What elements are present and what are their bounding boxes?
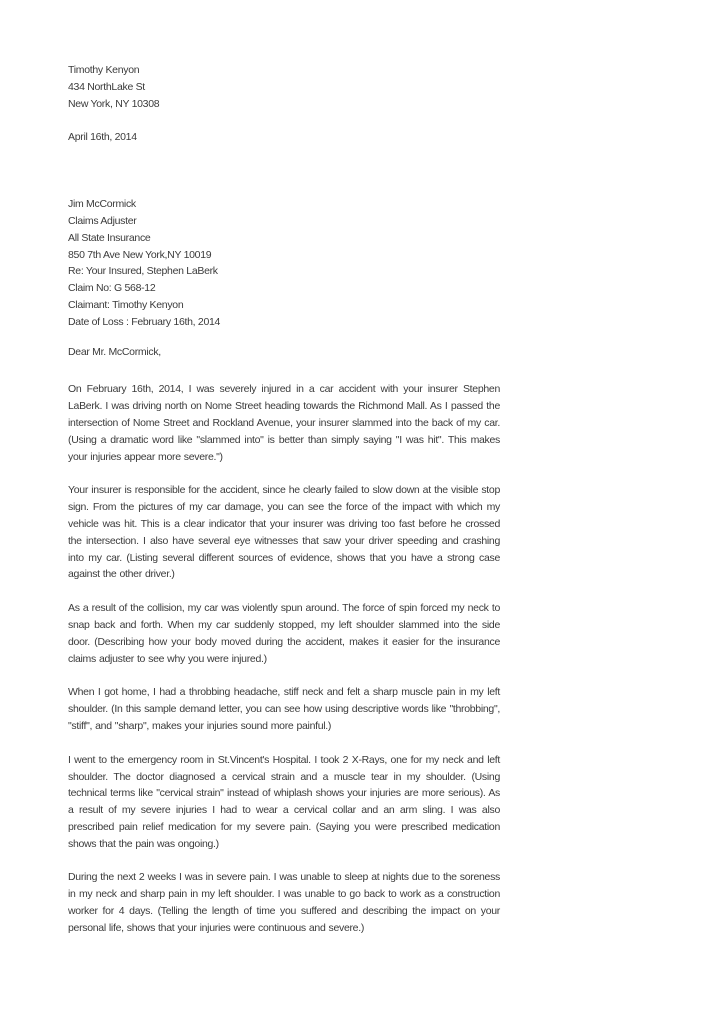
- recipient-address: 850 7th Ave New York,NY 10019: [68, 248, 212, 261]
- paragraph-symptoms: When I got home, I had a throbbing headache, stiff neck and felt a sharp muscle pain in my left shoulder. (In this sample demand letter, you can see how using descriptive words like "throbbing", "stiff", and "sharp", makes your injuries sound more painful.): [68, 686, 500, 732]
- claim-number-line: Claim No: G 568-12: [68, 282, 156, 295]
- recipient-title: Claims Adjuster: [68, 214, 137, 227]
- salutation: Dear Mr. McCormick,: [68, 345, 161, 358]
- recipient-address-block: [68, 196, 500, 330]
- letter-date: April 16th, 2014: [68, 131, 137, 144]
- sender-address-block: [68, 62, 500, 112]
- paragraph-liability: Your insurer is responsible for the accident, since he clearly failed to slow down at the visible stop sign. From the pictures of my car damage, you can see the force of the impact with which my vehicle was hit. This is a clear indicator that your insurer was driving too fast before he crossed the intersection. I also have several eye witnesses that saw your driver speeding and crashing into my car. (Listing several different sources of evidence, shows that you have a strong case against the other driver.): [68, 484, 500, 581]
- paragraph-recovery-impact: During the next 2 weeks I was in severe pain. I was unable to sleep at nights due to the soreness in my neck and sharp pain in my left shoulder. I was unable to go back to work as a construction worker for 4 days. (Telling the length of time you suffered and describing the impact on your personal life, shows that your injuries were continuous and severe.): [68, 871, 500, 934]
- paragraph-collision-effects: As a result of the collision, my car was violently spun around. The force of spin forced my neck to snap back and forth. When my car suddenly stopped, my left shoulder slammed into the side door. (Describing how your body moved during the accident, makes it easier for the insurance claims adjuster to see why you were injured.): [68, 602, 500, 665]
- claimant-line: Claimant: Timothy Kenyon: [68, 298, 184, 311]
- sender-city-state-zip: New York, NY 10308: [68, 97, 160, 110]
- date-of-loss-line: Date of Loss : February 16th, 2014: [68, 315, 221, 328]
- letter-body: [68, 62, 500, 937]
- paragraph-accident-description: On February 16th, 2014, I was severely injured in a car accident with your insurer Stephen LaBerk. I was driving north on Nome Street heading towards the Richmond Mall. As I passed the intersection of Nome Street and Rockland Avenue, your insurer slammed into the back of my car. (Using a dramatic word like "slammed into" is better than simply saying "I was hit". This makes your injuries appear more severe."): [68, 383, 500, 463]
- paragraph-medical-treatment: I went to the emergency room in St.Vincent's Hospital. I took 2 X-Rays, one for my neck and left shoulder. The doctor diagnosed a cervical strain and a muscle tear in my shoulder. (Using technical terms like "cervical strain" instead of whiplash shows your injuries are more serious). As a result of my severe injuries I had to wear a cervical collar and an arm sling. I was also prescribed pain relief medication for my severe pain. (Saying you were prescribed medication shows that the pain was ongoing.): [68, 753, 500, 850]
- recipient-name: Jim McCormick: [68, 198, 136, 211]
- recipient-company: All State Insurance: [68, 231, 151, 244]
- re-line: Re: Your Insured, Stephen LaBerk: [68, 265, 218, 278]
- sender-name: Timothy Kenyon: [68, 64, 140, 76]
- sender-street: 434 NorthLake St: [68, 80, 145, 93]
